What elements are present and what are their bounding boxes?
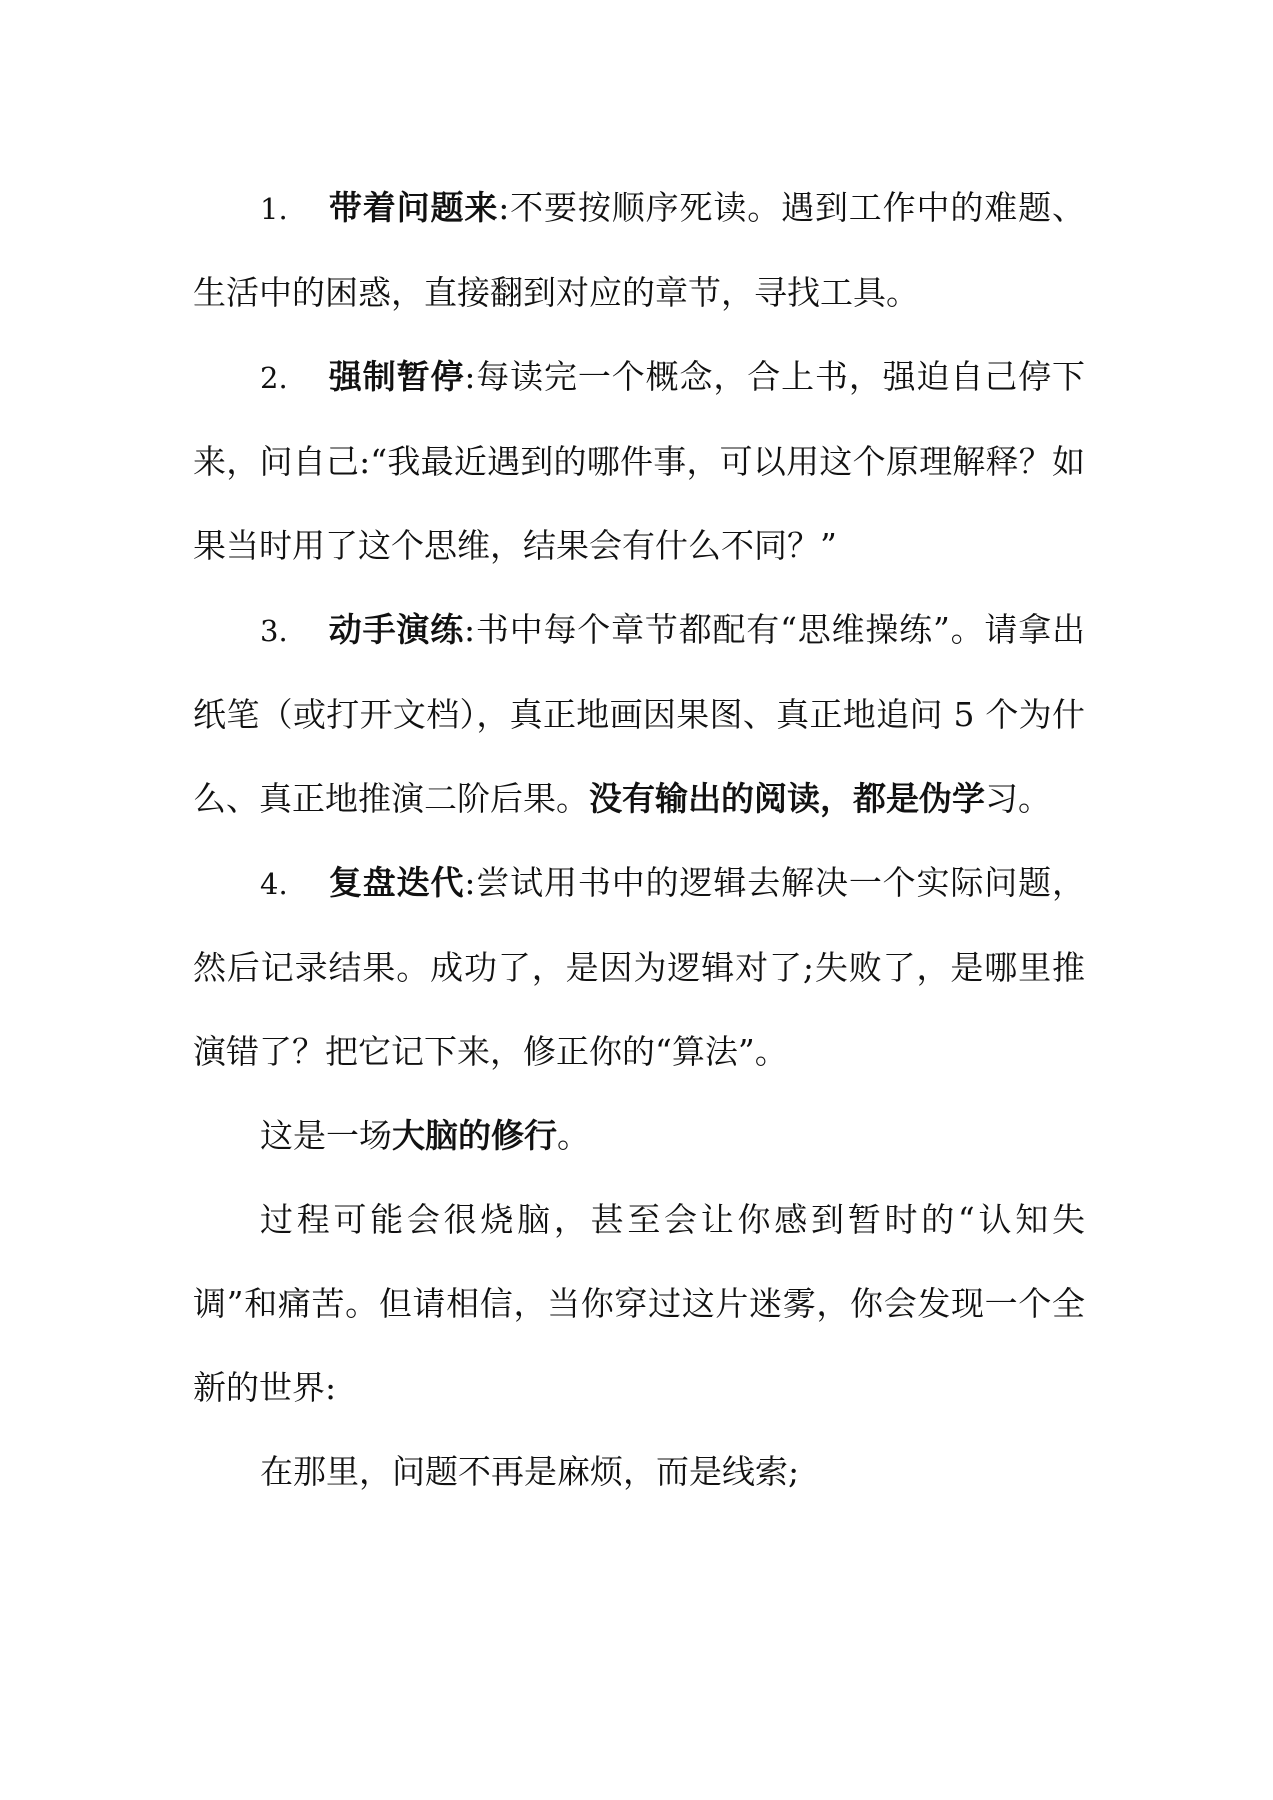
closing-paragraph-1: [193, 1094, 1085, 1178]
closing-paragraph-3: 在那里，问题不再是麻烦，而是线索;: [260, 1452, 800, 1491]
list-heading: 复盘迭代: [328, 863, 465, 902]
list-heading: 带着问题来: [328, 188, 499, 227]
list-number: 4.: [260, 867, 288, 901]
closing-paragraph-2: 过程可能会很烧脑，甚至会让你感到暂时的“认知失调”和痛苦。但请相信，当你穿过这片迷雾，你会发现一个全新的世界:: [193, 1200, 1085, 1407]
list-heading: 强制暂停: [328, 357, 465, 396]
list-number: 2.: [260, 361, 288, 395]
closing-text: 这是一场: [260, 1116, 392, 1155]
list-heading: 动手演练: [328, 610, 464, 649]
closing-emphasis: 大脑的修行: [392, 1116, 557, 1155]
list-number: 3.: [260, 614, 288, 648]
list-number: 1.: [260, 192, 288, 226]
list-tail: 习。: [985, 779, 1051, 818]
list-text: :每读完一个概念，合上书，强迫自己停下来，问自己:“我最近遇到的哪件事，可以用这个原理解释？如果当时用了这个思维，结果会有什么不同？”: [193, 357, 1086, 565]
closing-text-end: 。: [557, 1116, 590, 1155]
list-text: :书中每个章节都配有“思维操练”。请拿出纸笔（或打开文档），真正地画因果图、真正地追问 5 个为什么、真正地推演二阶后果。: [193, 610, 1086, 818]
list-emphasis: 没有输出的阅读，都是伪学: [589, 779, 985, 818]
document-body: [193, 166, 1085, 1514]
list-item-1: [193, 166, 1085, 335]
list-item-4: [193, 841, 1085, 1094]
list-item-2: [193, 335, 1085, 588]
list-text: :尝试用书中的逻辑去解决一个实际问题，然后记录结果。成功了，是因为逻辑对了;失败了，是哪里推演错了？把它记下来，修正你的“算法”。: [193, 863, 1086, 1071]
list-item-3: [193, 588, 1085, 841]
list-text: :不要按顺序死读。遇到工作中的难题、生活中的困惑，直接翻到对应的章节，寻找工具。: [193, 188, 1085, 312]
